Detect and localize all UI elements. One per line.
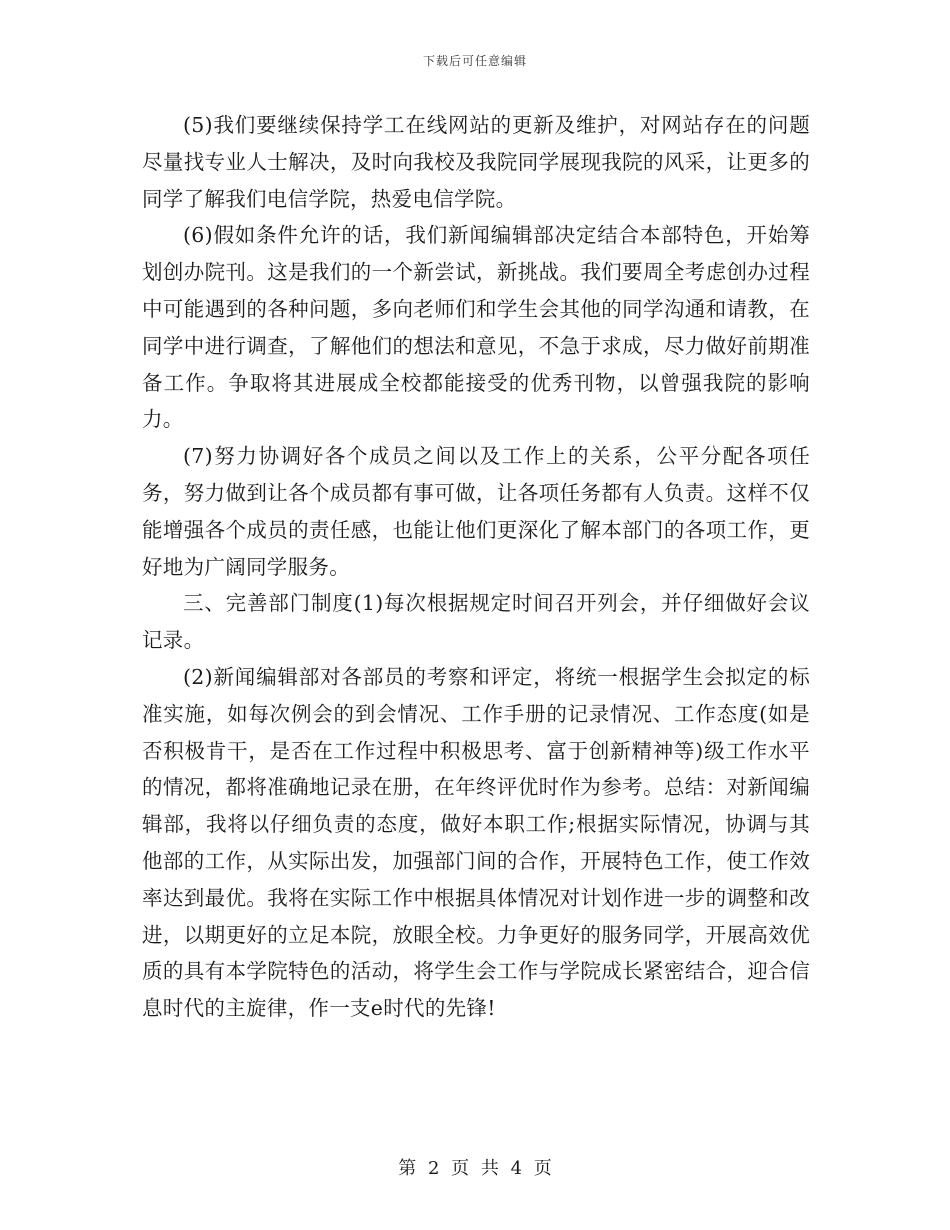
section-three-paragraph: 三、完善部门制度(1)每次根据规定时间召开列会，并仔细做好会议记录。: [142, 591, 810, 653]
paragraph-item-5: (5)我们要继续保持学工在线网站的更新及维护，对网站存在的问题尽量找专业人士解决，及时向我校及我院同学展现我院的风采，让更多的同学了解我们电信学院，热爱电信学院。: [142, 113, 810, 211]
page-header: 下载后可任意编辑: [422, 54, 527, 68]
document-body: [142, 107, 810, 1027]
page-number-footer: 第 2 页 共 4 页: [398, 1158, 552, 1179]
paragraph-summary: (2)新闻编辑部对各部员的考察和评定，将统一根据学生会拟定的标准实施，如每次例会的到会情况、工作手册的记录情况、工作态度(如是否积极肯干，是否在工作过程中积极思考、富于创新精神等)级工作水平的情况，都将准确地记录在册，在年终评优时作为参考。总结：对新闻编辑部，我将以仔细负责的态度，做好本职工作;根据实际情况，协调与其他部的工作，从实际出发，加强部门间的合作，开展特色工作，使工作效率达到最优。我将在实际工作中根据具体情况对计划作进一步的调整和改进，以期更好的立足本院，放眼全校。力争更好的服务同学，开展高效优质的具有本学院特色的活动，将学生会工作与学院成长紧密结合，迎合信息时代的主旋律，作一支e时代的先锋!: [142, 664, 810, 1021]
paragraph-item-7: (7)努力协调好各个成员之间以及工作上的关系，公平分配各项任务，努力做到让各个成员都有事可做，让各项任务都有人负责。这样不仅能增强各个成员的责任感，也能让他们更深化了解本部门的各项工作，更好地为广阔同学服务。: [142, 444, 810, 579]
paragraph-item-6: (6)假如条件允许的话，我们新闻编辑部决定结合本部特色，开始筹划创办院刊。这是我们的一个新尝试，新挑战。我们要周全考虑创办过程中可能遇到的各种问题，多向老师们和学生会其他的同学沟通和请教，在同学中进行调查，了解他们的想法和意见，不急于求成，尽力做好前期准备工作。争取将其进展成全校都能接受的优秀刊物，以曾强我院的影响力。: [142, 223, 810, 432]
